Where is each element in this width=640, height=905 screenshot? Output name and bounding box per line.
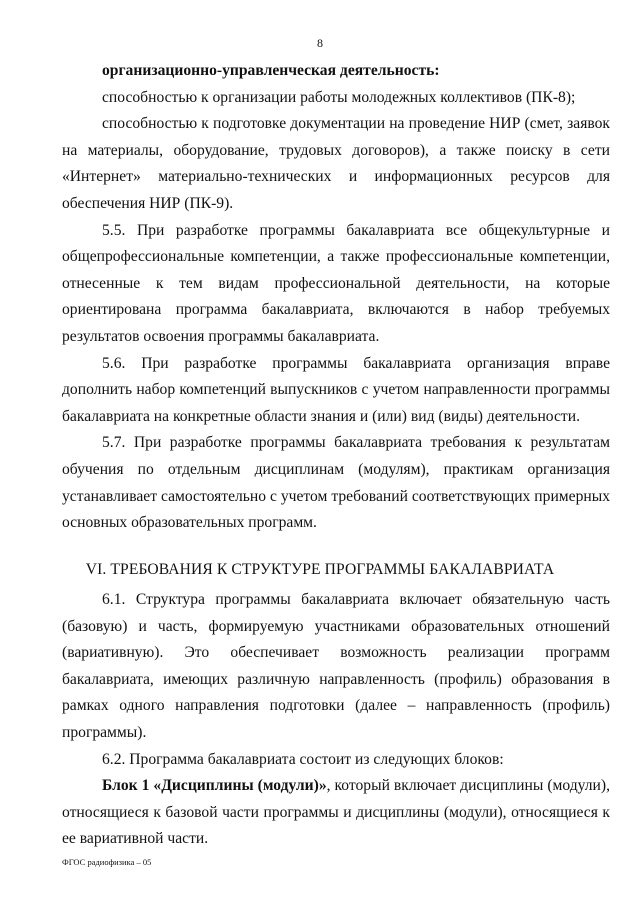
- upper-text-block: [62, 58, 610, 537]
- paragraph-6-2: 6.2. Программа бакалавриата состоит из следующих блоков:: [102, 750, 504, 768]
- paragraph-block-1: [62, 773, 610, 853]
- lower-text-block: [62, 587, 610, 853]
- footer-note: ФГОС радиофизика – 05: [62, 857, 152, 867]
- block-1-description: , который включает дисциплины (модули), относящиеся к базовой части программы и дисциплины (модули), относящиеся к ее вариативной части.: [62, 777, 610, 848]
- paragraph-5-5: 5.5. При разработке программы бакалавриата все общекультурные и общепрофессиональные компетенции, а также профессиональные компетенции, отнесенные к тем видам профессиональной деятельности, на которые ориентирована программа бакалавриата, включаются в набор требуемых результатов освоения программы бакалавриата.: [62, 221, 610, 345]
- paragraph-5-6: 5.6. При разработке программы бакалавриата организация вправе дополнить набор компетенций выпускников с учетом направленности программы бакалавриата на конкретные области знания и (или) вид (виды) деятельности.: [62, 354, 610, 425]
- paragraph-6-1: 6.1. Структура программы бакалавриата включает обязательную часть (базовую) и часть, формируемую участниками образовательных отношений (вариативную). Это обеспечивает возможность реализации программ бакалавриата, имеющих различную направленность (профиль) образования в рамках одного направления подготовки (далее – направленность (профиль) программы).: [62, 591, 610, 741]
- page-number: 8: [317, 36, 323, 50]
- paragraph-pk9: способностью к подготовке документации на проведение НИР (смет, заявок на материалы, оборудование, трудовых договоров), а также поиску в сети «Интернет» материально-технических и информационных ресурсов для обеспечения НИР (ПК-9).: [62, 115, 610, 212]
- paragraph-5-7: 5.7. При разработке программы бакалавриата требования к результатам обучения по отдельным дисциплинам (модулям), практикам организация устанавливает самостоятельно с учетом требований соответствующих примерных основных образовательных программ.: [62, 434, 610, 532]
- activity-heading: организационно-управленческая деятельность:: [102, 62, 440, 79]
- paragraph-pk8: способностью к организации работы молодежных коллективов (ПК-8);: [102, 88, 576, 106]
- block-1-label: Блок 1 «Дисциплины (модули)»: [102, 777, 327, 795]
- section-title: VI. ТРЕБОВАНИЯ К СТРУКТУРЕ ПРОГРАММЫ БАКАЛАВРИАТА: [85, 561, 555, 578]
